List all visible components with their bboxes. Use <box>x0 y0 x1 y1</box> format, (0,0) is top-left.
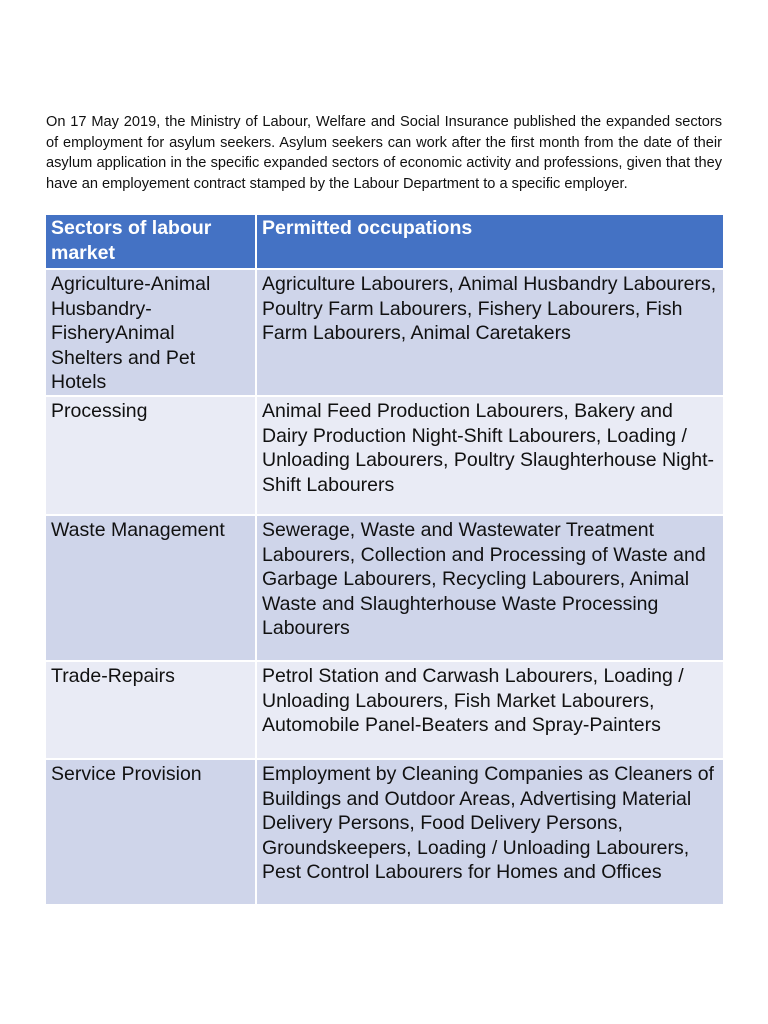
sector-cell: Processing <box>46 396 256 515</box>
sector-cell: Trade-Repairs <box>46 661 256 759</box>
table-header-row <box>46 215 723 269</box>
occupations-cell: Animal Feed Production Labourers, Bakery and Dairy Production Night-Shift Labourers, Loading / Unloading Labourers, Poultry Slaughterhouse Night-Shift Labourers <box>256 396 723 515</box>
intro-paragraph: On 17 May 2019, the Ministry of Labour, Welfare and Social Insurance published the expanded sectors of employment for asylum seekers. Asylum seekers can work after the first month from the date of their asylum application in the specific expanded sectors of economic activity and professions, given that they have an employement contract stamped by the Labour Department to a specific employer. <box>46 114 722 192</box>
occupations-cell: Employment by Cleaning Companies as Cleaners of Buildings and Outdoor Areas, Advertising Material Delivery Persons, Food Delivery Persons, Groundskeepers, Loading / Unloading Labourers, Pest Control Labourers for Homes and Offices <box>256 759 723 905</box>
header-occupations: Permitted occupations <box>256 215 723 269</box>
table-row <box>46 396 723 515</box>
table-row <box>46 759 723 905</box>
sector-cell <box>46 269 256 396</box>
table-row <box>46 661 723 759</box>
sector-label: Agriculture-Animal Husbandry- FisheryAnimal Shelters and Pet Hotels <box>51 273 211 393</box>
sector-cell: Service Provision <box>46 759 256 905</box>
header-sectors: Sectors of labour market <box>46 215 256 269</box>
table-row <box>46 515 723 661</box>
sector-cell: Waste Management <box>46 515 256 661</box>
table-row <box>46 269 723 396</box>
occupations-cell: Agriculture Labourers, Animal Husbandry Labourers, Poultry Farm Labourers, Fishery Labourers, Fish Farm Labourers, Animal Caretakers <box>256 269 723 396</box>
occupations-cell: Petrol Station and Carwash Labourers, Loading / Unloading Labourers, Fish Market Labourers, Automobile Panel-Beaters and Spray-Painters <box>256 661 723 759</box>
occupations-cell: Sewerage, Waste and Wastewater Treatment Labourers, Collection and Processing of Waste and Garbage Labourers, Recycling Labourers, Animal Waste and Slaughterhouse Waste Processing Labourers <box>256 515 723 661</box>
employment-sectors-table <box>46 215 723 906</box>
